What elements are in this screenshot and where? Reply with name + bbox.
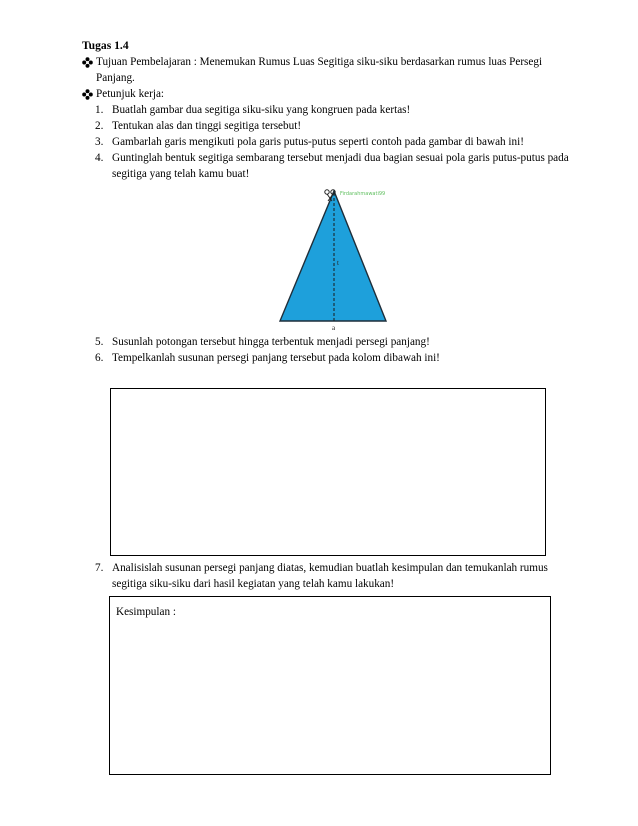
step-text: Gambarlah garis mengikuti pola garis putus-putus seperti contoh pada gambar di bawah ini! — [112, 135, 524, 148]
step-item — [82, 561, 572, 593]
step-number: 3. — [95, 135, 104, 148]
base-label: a — [332, 323, 336, 331]
step-number: 2. — [95, 120, 104, 133]
rectangle-answer-box[interactable] — [110, 388, 546, 556]
step-text: Guntinglah bentuk segitiga sembarang tersebut menjadi dua bagian sesuai pola garis putus-putus pada segitiga yang telah kamu buat! — [112, 151, 569, 180]
diamond-bullet-icon — [82, 89, 93, 100]
step-item — [82, 135, 572, 151]
step-number: 4. — [95, 151, 104, 164]
triangle-diagram — [276, 187, 388, 331]
step-text: Analisislah susunan persegi panjang diatas, kemudian buatlah kesimpulan dan temukanlah rumus segitiga siku-siku dari hasil kegiatan yang telah kamu lakukan! — [112, 562, 548, 590]
height-label: t — [337, 258, 339, 267]
instructions-bullet — [82, 87, 572, 103]
step-number: 1. — [95, 104, 104, 117]
step-number: 5. — [95, 335, 104, 348]
watermark-text: Firdarahmawati99 — [340, 190, 386, 197]
diamond-bullet-icon — [82, 57, 93, 68]
triangle-figure — [82, 187, 572, 335]
conclusion-label: Kesimpulan : — [116, 606, 176, 618]
step7-block — [82, 561, 572, 593]
step-number: 7. — [95, 562, 104, 574]
objective-text: Tujuan Pembelajaran : Menemukan Rumus Luas Segitiga siku-siku berdasarkan rumus luas Persegi Panjang. — [96, 56, 543, 85]
step-text: Tentukan alas dan tinggi segitiga tersebut! — [112, 120, 302, 133]
step-text: Buatlah gambar dua segitiga siku-siku yang kongruen pada kertas! — [112, 104, 411, 117]
steps-list-continued — [82, 335, 572, 367]
step-item — [82, 119, 572, 135]
worksheet-page — [82, 38, 572, 367]
instructions-heading: Petunjuk kerja: — [96, 88, 165, 101]
step-number: 6. — [95, 351, 104, 364]
step-item — [82, 351, 572, 367]
conclusion-box[interactable] — [109, 596, 551, 775]
step-item — [82, 335, 572, 351]
triangle-shape — [280, 191, 386, 321]
task-title: Tugas 1.4 — [82, 39, 129, 52]
steps-list — [82, 103, 572, 183]
step-text: Susunlah potongan tersebut hingga terbentuk menjadi persegi panjang! — [112, 335, 430, 348]
step-item — [82, 151, 572, 183]
step-text: Tempelkanlah susunan persegi panjang tersebut pada kolom dibawah ini! — [112, 351, 440, 364]
objective-bullet — [82, 55, 572, 87]
step-item — [82, 103, 572, 119]
